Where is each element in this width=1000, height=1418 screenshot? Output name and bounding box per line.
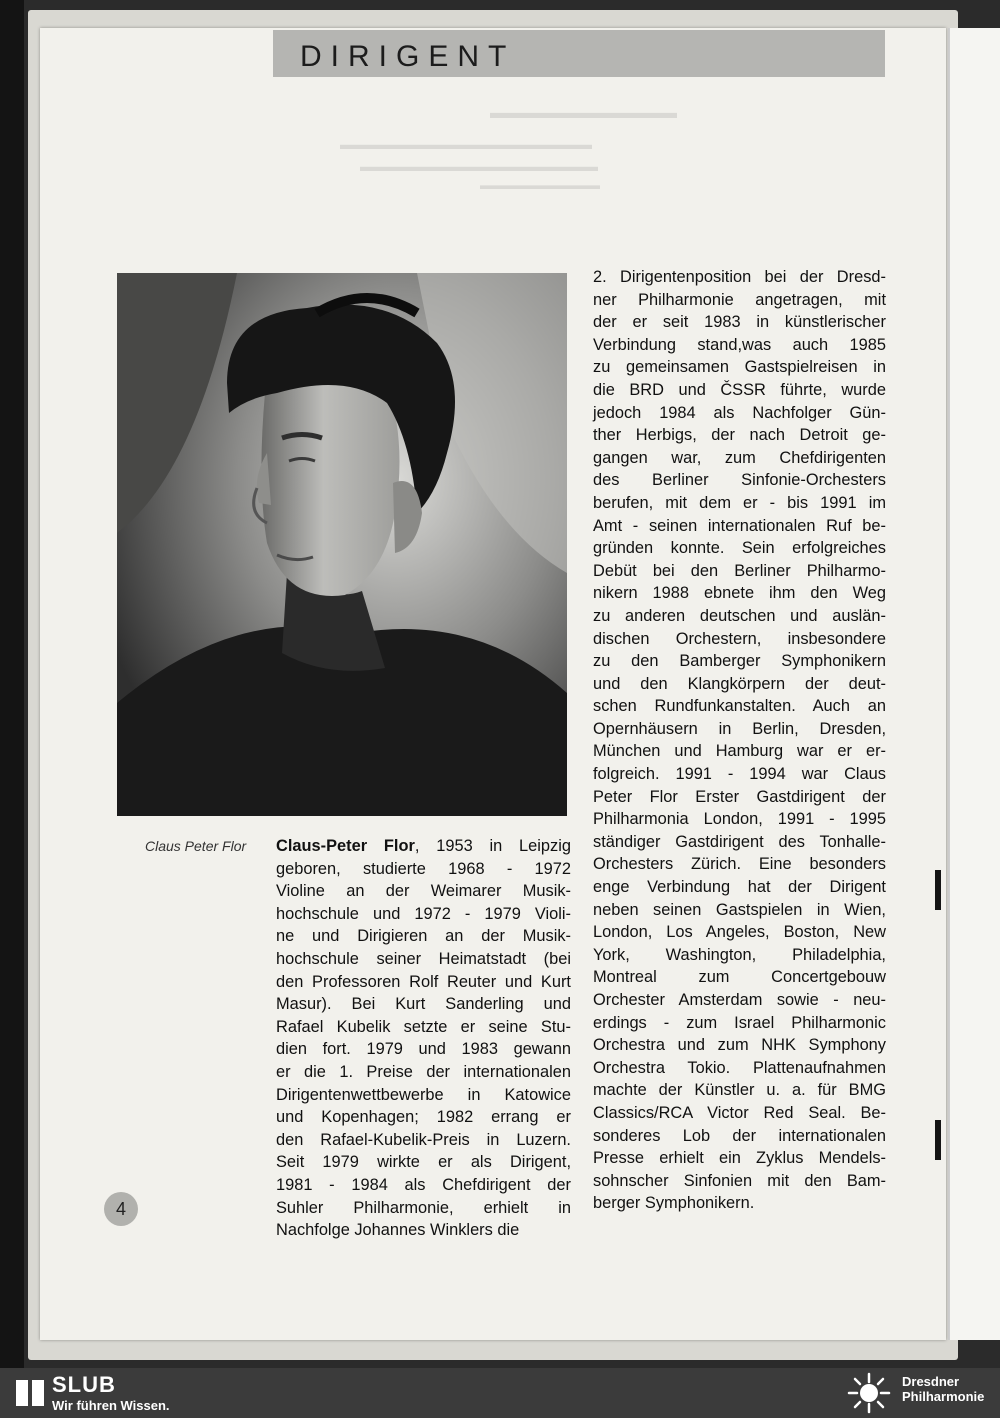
article-line: neben seinen Gastspielen in Wien, — [593, 900, 886, 919]
article-line: und den Klangkörpern der deut- — [593, 674, 886, 693]
article-line: Classics/RCA Victor Red Seal. Be- — [593, 1103, 886, 1122]
article-line: Rafael Kubelik setzte er seine Stu- — [276, 1017, 571, 1036]
article-line: folgreich. 1991 - 1994 war Claus — [593, 765, 886, 784]
article-line: gründen konnte. Sein erfolgreiches — [593, 539, 886, 558]
article-line: sonderes Lob der internationalen — [593, 1126, 886, 1145]
article-line: Opernhäusern in Berlin, Dresden, — [593, 719, 886, 738]
article-column-right — [593, 266, 886, 1215]
article-line: Orchester Amsterdam sowie - neu- — [593, 991, 886, 1009]
article-line: ne und Dirigieren an der Musik- — [276, 927, 571, 946]
photo-caption: Claus Peter Flor — [145, 838, 247, 854]
scan-edge-mark — [935, 870, 941, 910]
show-through-texture: ▬▬▬▬▬▬▬▬▬▬ — [480, 178, 600, 192]
article-line: der er seit 1983 in künstlerischer — [593, 313, 886, 332]
article-line: Verbindung stand,was auch 1985 — [593, 335, 886, 354]
article-line: berufen, mit dem er - bis 1991 im — [593, 493, 886, 512]
scan-edge-mark — [935, 1120, 941, 1160]
article-line: Seit 1979 wirkte er als Dirigent, — [276, 1153, 571, 1172]
article-line: zu anderen deutschen und auslän- — [593, 606, 886, 625]
article-line: dien fort. 1979 und 1983 gewann — [276, 1040, 571, 1059]
slub-logo-icon — [14, 1376, 46, 1410]
article-line: den Professoren Rolf Reuter und Kurt — [276, 972, 571, 991]
page-title: DIRIGENT — [300, 40, 516, 73]
article-line: 2. Dirigentenposition bei der Dresd- — [593, 268, 886, 286]
article-line: jedoch 1984 als Nachfolger Gün- — [593, 403, 886, 422]
article-line: Dirigentenwettbewerbe in Katowice — [276, 1085, 571, 1104]
article-line: hochschule seiner Heimatstadt (bei — [276, 949, 571, 968]
article-line: Philharmonia London, 1991 - 1995 — [593, 810, 886, 829]
article-line: Suhler Philharmonie, erhielt in — [276, 1198, 571, 1217]
article-line: Orchesters Zürich. Eine besonders — [593, 855, 886, 874]
article-line: machte der Künstler u. a. für BMG — [593, 1081, 886, 1100]
article-line: und Kopenhagen; 1982 errang er — [276, 1108, 571, 1127]
article-line: ner Philharmonie angetragen, mit — [593, 290, 886, 309]
article-line: des Berliner Sinfonie-Orchesters — [593, 471, 886, 490]
partner-name — [902, 1374, 984, 1404]
author-name: Claus-Peter Flor — [276, 837, 415, 855]
article-line: 1981 - 1984 als Chefdirigent der — [276, 1175, 571, 1194]
article-line: enge Verbindung hat der Dirigent — [593, 878, 886, 897]
article-line: Orchestra Tokio. Plattenaufnahmen — [593, 1058, 886, 1077]
article-line: hochschule und 1972 - 1979 Violi- — [276, 904, 571, 923]
article-column-left — [276, 835, 571, 1242]
article-line: schen Rundfunkanstalten. Auch an — [593, 697, 886, 716]
article-line: gangen war, zum Chefdirigenten — [593, 448, 886, 467]
slub-name: SLUB — [52, 1372, 116, 1397]
article-line: zu gemeinsamen Gastspielreisen in — [593, 358, 886, 377]
article-line: Montreal zum Concertgebouw — [593, 968, 886, 987]
dresdner-philharmonie-logo-icon — [843, 1370, 895, 1416]
partner-name-line2: Philharmonie — [902, 1389, 985, 1404]
article-line: zu den Bamberger Symphonikern — [593, 652, 886, 671]
partner-name-line1: Dresdner — [902, 1374, 960, 1389]
article-line: Violine an der Weimarer Musik- — [276, 882, 571, 901]
portrait-photo — [117, 273, 567, 816]
article-line: ständiger Gastdirigent des Tonhalle- — [593, 832, 886, 851]
article-line: Masur). Bei Kurt Sanderling und — [276, 995, 571, 1014]
article-line: dischen Orchestern, insbesondere — [593, 629, 886, 648]
slub-tagline: Wir führen Wissen. — [52, 1398, 170, 1413]
page-number: 4 — [104, 1192, 138, 1226]
article-line: berger Symphonikern. — [593, 1194, 755, 1213]
article-line: Debüt bei den Berliner Philharmo- — [593, 561, 886, 580]
footer-bar — [0, 1368, 1000, 1418]
article-line: Orchestra und zum NHK Symphony — [593, 1036, 886, 1055]
show-through-texture: ▬▬▬▬▬▬▬▬▬▬▬▬▬▬▬▬▬▬ — [340, 136, 592, 152]
article-line: London, Los Angeles, Boston, New — [593, 923, 886, 942]
article-line: erdings - zum Israel Philharmonic — [593, 1013, 886, 1032]
article-line: München und Hamburg war er er- — [593, 742, 886, 761]
article-line: er die 1. Preise der internationalen — [276, 1062, 571, 1081]
article-line: geboren, studierte 1968 - 1972 — [276, 859, 571, 878]
article-line: Peter Flor Erster Gastdirigent der — [593, 787, 886, 806]
article-line: Amt - seinen internationalen Ruf be- — [593, 516, 886, 535]
article-line: nikern 1988 ebnete ihm den Weg — [593, 584, 886, 603]
show-through-texture: ▬▬▬▬▬▬▬▬▬▬▬ — [490, 103, 677, 122]
article-line: den Rafael-Kubelik-Preis in Luzern. — [276, 1130, 571, 1149]
article-line: Nachfolge Johannes Winklers die — [276, 1221, 520, 1240]
article-line: sohnscher Sinfonien mit den Bam- — [593, 1171, 886, 1190]
article-line: die BRD und ČSSR führte, wurde — [593, 380, 886, 399]
show-through-texture: ▬▬▬▬▬▬▬▬▬▬▬▬▬▬▬▬▬ — [360, 158, 598, 174]
article-line: ther Herbigs, der nach Detroit ge- — [593, 426, 886, 445]
article-line: York, Washington, Philadelphia, — [593, 945, 886, 964]
article-line: Presse erhielt ein Zyklus Mendels- — [593, 1149, 886, 1168]
article-line: Claus-Peter Flor, 1953 in Leipzig — [276, 837, 571, 855]
scan-edge-mark — [0, 0, 24, 1368]
facing-page-edge — [948, 28, 1000, 1340]
